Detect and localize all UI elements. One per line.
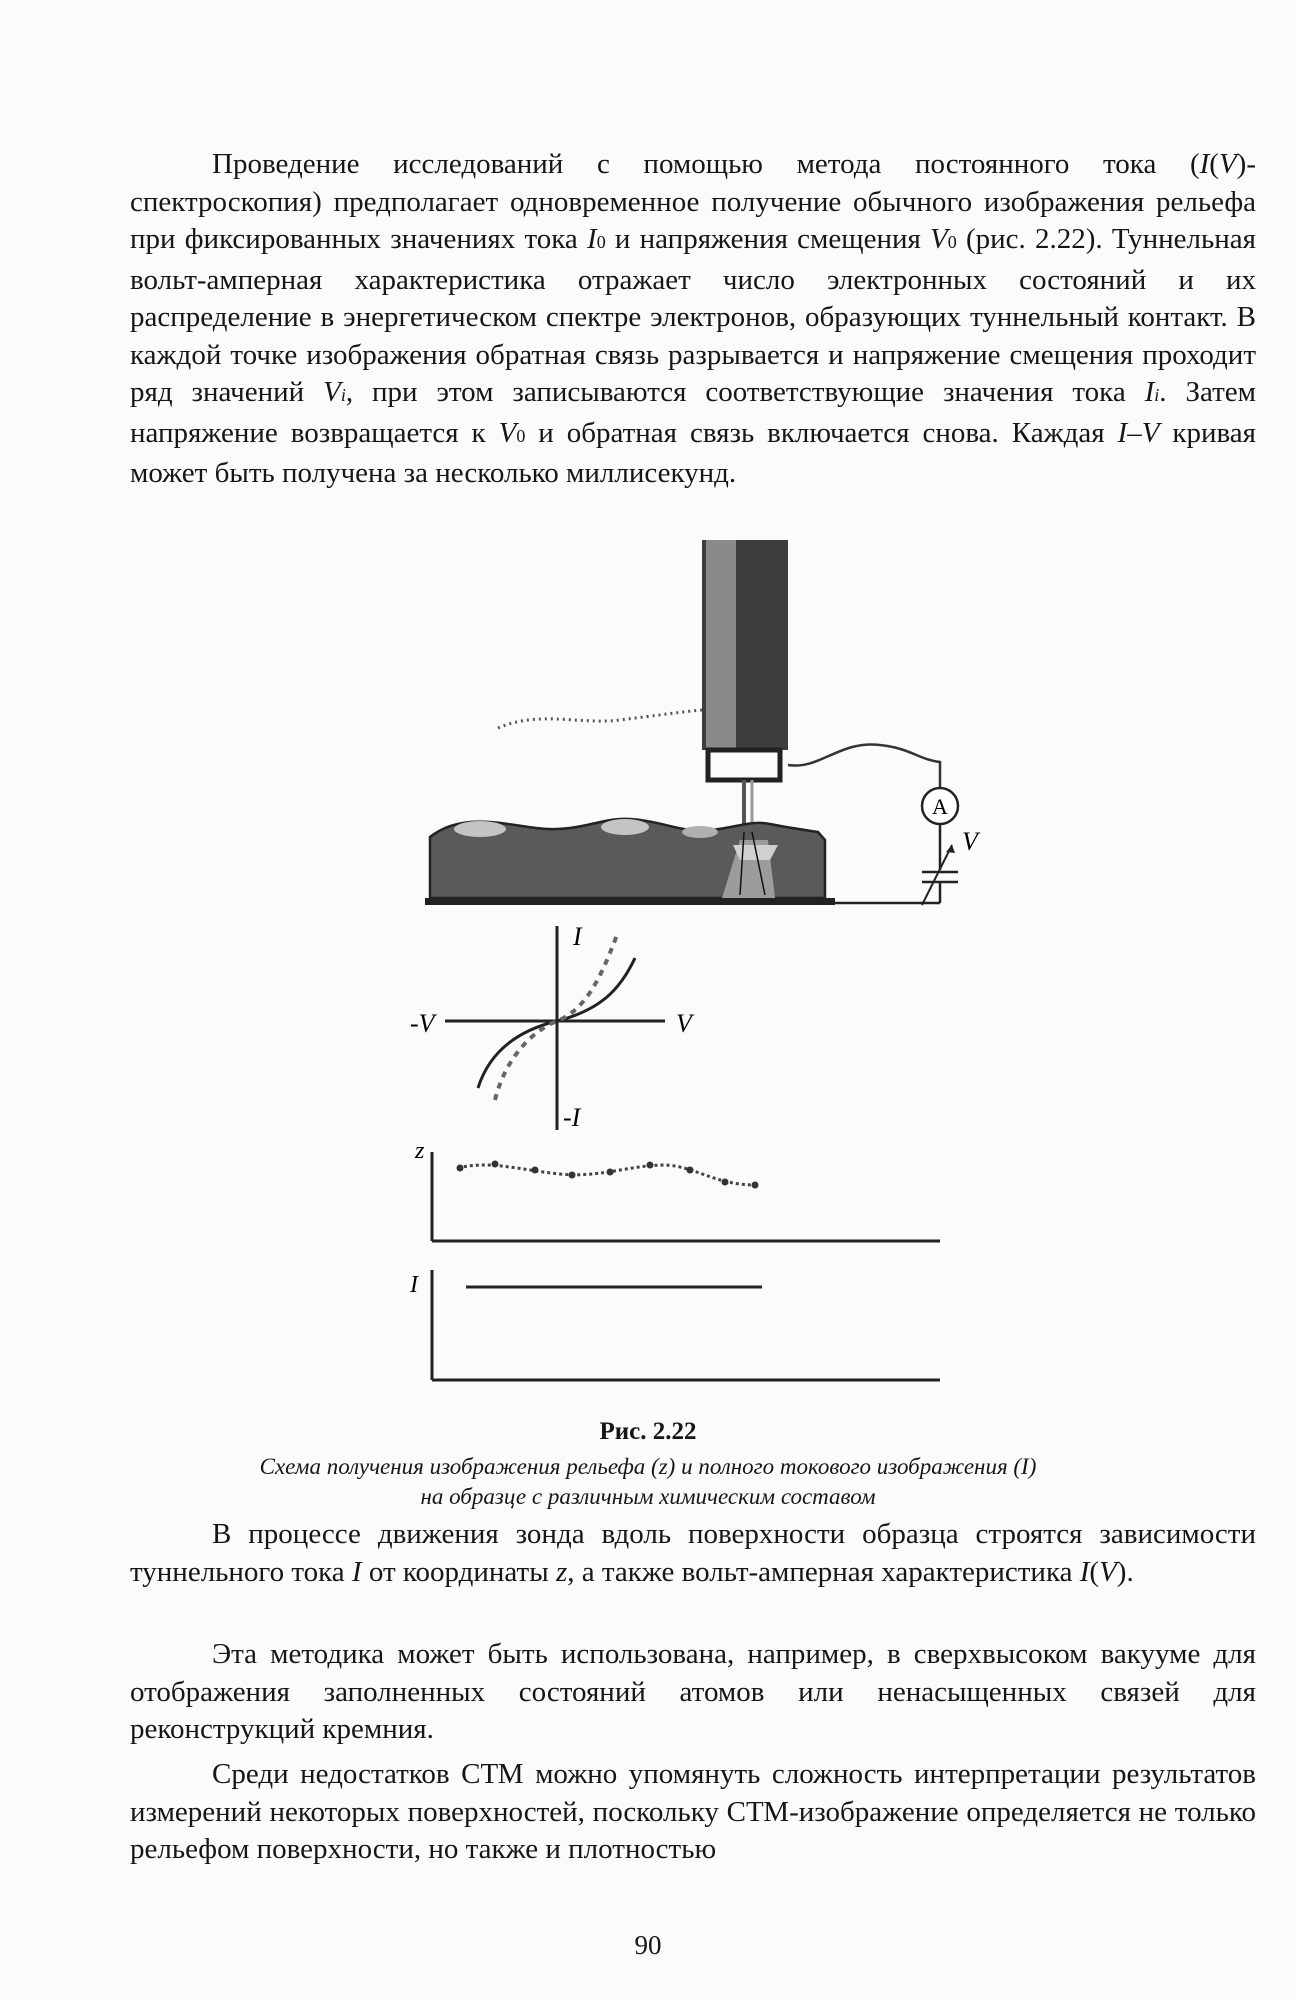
probe-wire	[788, 744, 940, 790]
ammeter-label: A	[932, 794, 948, 819]
paragraph-2: В процессе движения зонда вдоль поверхности образца строятся зависимости туннельного тока I от координаты z, а также вольт-амперная характеристика I(V).	[130, 1518, 1256, 1588]
voltage-label: V	[962, 827, 978, 856]
probe-holder	[708, 750, 780, 780]
page-number: 90	[634, 1930, 662, 1960]
figure-caption	[180, 1452, 1116, 1512]
z-axis-label: z	[415, 1138, 425, 1164]
iv-label-v-neg: -V	[410, 1009, 435, 1038]
figure-caption-title: Рис. 2.22	[599, 1418, 697, 1445]
stm-diagram	[0, 540, 1296, 1410]
figure-caption-line-2: на образце с различным химическим составом	[420, 1484, 876, 1509]
scan-path	[498, 710, 702, 728]
paragraph-1: Проведение исследований с помощью метода постоянного тока (I(V)-спектроскопия) предполагает одновременное получение обычного изображения рельефа при фиксированных значениях тока I0 и напряжения смещения V0 (рис. 2.22). Туннельная вольт-амперная характеристика отражает число электронных состояний и их распределение в энергетическом спектре электронов, образующих туннельный контакт. В каждой точке изображения обратная связь разрывается и напряжение смещения проходит ряд значений Vi, при этом записываются соответствующие значения тока Ii. Затем напряжение возвращается к V0 и обратная связь включается снова. Каждая I–V кривая может быть получена за несколько миллисекунд.	[130, 148, 1256, 489]
z-profile	[458, 1165, 755, 1185]
iv-label-v-pos: V	[676, 1009, 692, 1038]
iv-label-i-neg: -I	[563, 1103, 581, 1132]
base-plate	[425, 898, 835, 905]
current-axis-label: I	[410, 1272, 418, 1298]
paragraph-4: Среди недостатков СТМ можно упомянуть сложность интерпретации результатов измерений некоторых поверхностей, поскольку СТМ-изображение определяется не только рельефом поверхности, но также и плотностью	[130, 1758, 1256, 1865]
paragraph-3: Эта методика может быть использована, например, в сверхвысоком вакууме для отображения заполненных состояний атомов или ненасыщенных связей для реконструкций кремния.	[130, 1638, 1256, 1745]
figure-2-22	[0, 540, 1296, 1410]
iv-label-i-pos: I	[573, 922, 582, 951]
figure-caption-line-1: Схема получения изображения рельефа (z) и полного токового изображения (I)	[259, 1454, 1037, 1479]
